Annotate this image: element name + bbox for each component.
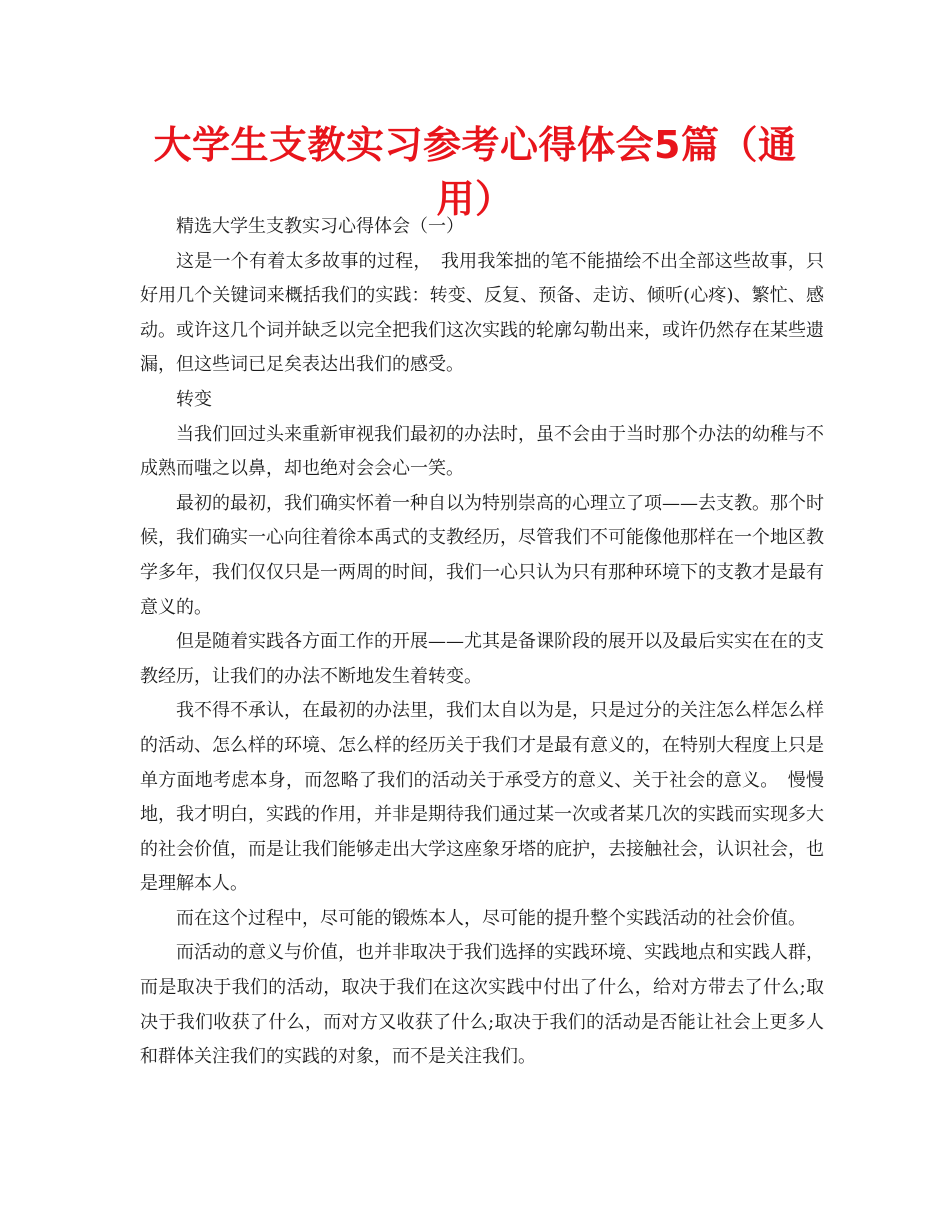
section-heading: 精选大学生支教实习心得体会（一）	[176, 216, 464, 237]
paragraph: 而在这个过程中，尽可能的锻炼本人，尽可能的提升整个实践活动的社会价值。	[176, 907, 806, 929]
subsection-heading: 转变	[176, 388, 212, 410]
document-body	[140, 210, 824, 1075]
paragraph: 这是一个有着太多故事的过程， 我用我笨拙的笔不能描绘不出全部这些故事，只好用几个关键词来概括我们的实践：转变、反复、预备、走访、倾听(心疼)、繁忙、感动。或许这几个词并缺乏以完全把我们这次实践的轮廓勾勒出来，或许仍然存在某些遗漏，但这些词已足矣表达出我们的感受。	[140, 250, 824, 376]
paragraph: 而活动的意义与价值，也并非取决于我们选择的实践环境、实践地点和实践人群，而是取决于我们的活动，取决于我们在这次实践中付出了什么，给对方带去了什么;取决于我们收获了什么，而对方又收获了什么;取决于我们的活动是否能让社会上更多人和群体关注我们的实践的对象，而不是关注我们。	[140, 942, 824, 1068]
paragraph: 当我们回过头来重新审视我们最初的办法时，虽不会由于当时那个办法的幼稚与不成熟而嗤之以鼻，却也绝对会会心一笑。	[140, 423, 824, 480]
paragraph: 最初的最初，我们确实怀着一种自以为特别崇高的心理立了项——去支教。那个时候，我们确实一心向往着徐本禹式的支教经历，尽管我们不可能像他那样在一个地区教学多年，我们仅仅只是一两周的时间，我们一心只认为只有那种环境下的支教才是最有意义的。	[140, 492, 824, 618]
paragraph: 但是随着实践各方面工作的开展——尤其是备课阶段的展开以及最后实实在在的支教经历，让我们的办法不断地发生着转变。	[140, 631, 824, 687]
document-title: 大学生支教实习参考心得体会5篇（通用）	[153, 123, 797, 221]
paragraph: 我不得不承认，在最初的办法里，我们太自以为是，只是过分的关注怎么样怎么样的活动、怎么样的环境、怎么样的经历关于我们才是最有意义的，在特别大程度上只是单方面地考虑本身，而忽略了我们的活动关于承受方的意义、关于社会的意义。 慢慢地，我才明白，实践的作用，并非是期待我们通过某一次或者某几次的实践而实现多大的社会价值，而是让我们能够走出大学这座象牙塔的庇护，去接触社会，认识社会，也是理解本人。	[140, 700, 824, 895]
